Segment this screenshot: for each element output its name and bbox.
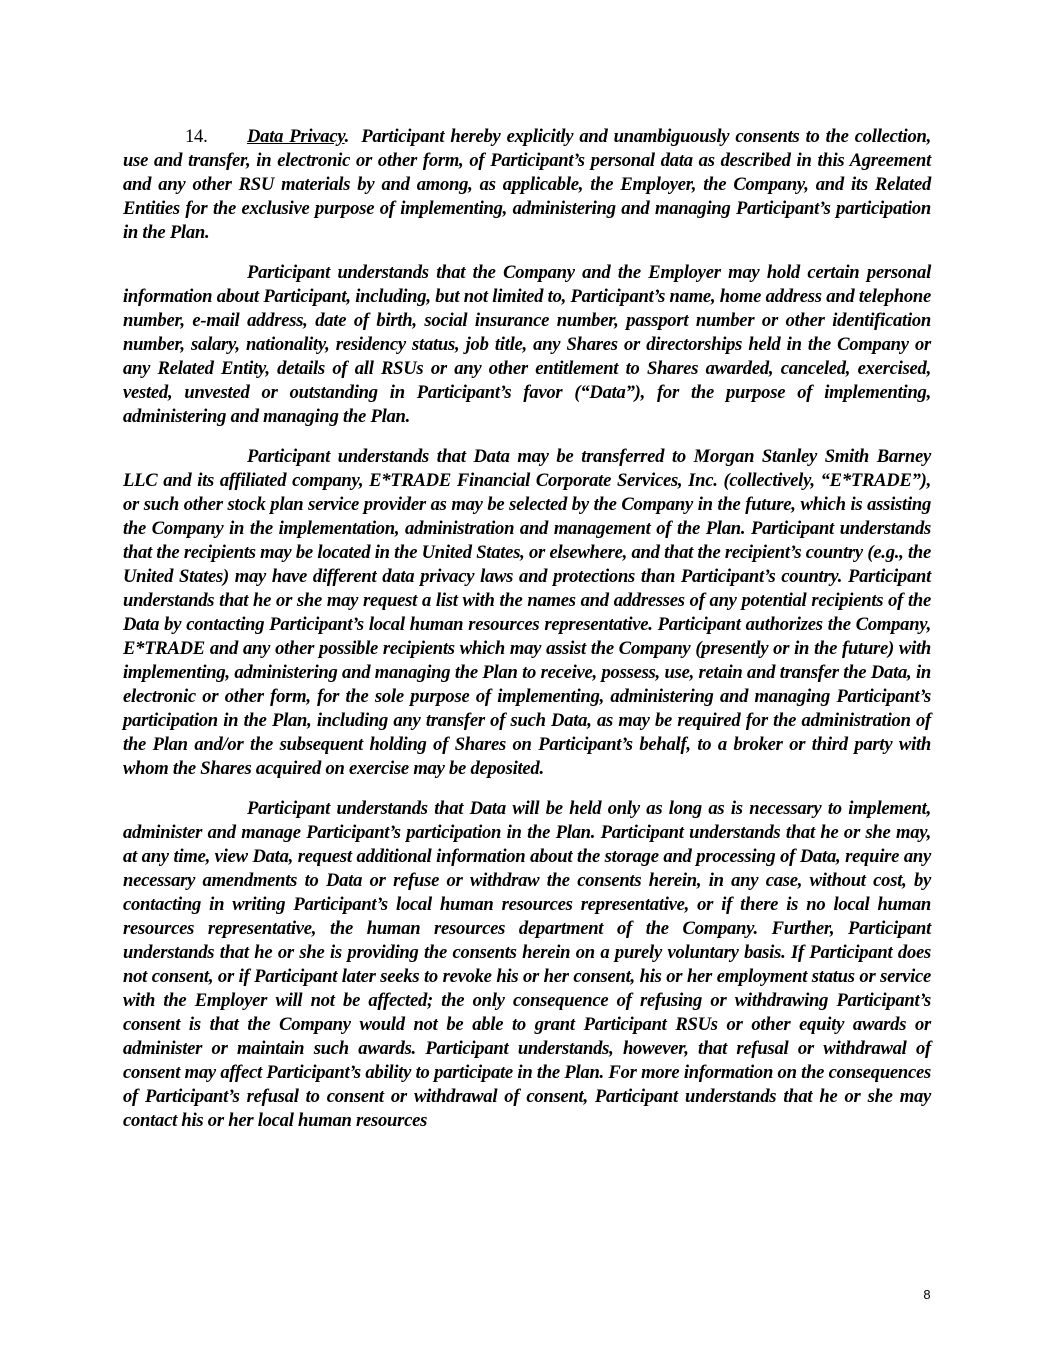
section-intro: Participant hereby explicitly and unambiguously consents to the collection, use and transfer, in electronic or other form, of Participant’s personal data as described in this Agreement and any other RSU materials by and among, as applicable, the Employer, the Company, and its Related Entities for the exclusive purpose of implementing, administering and managing Participant’s participation in the Plan.	[123, 126, 931, 243]
body-paragraph: Participant understands that Data may be transferred to Morgan Stanley Smith Barney LLC and its affiliated company, E*TRADE Financial Corporate Services, Inc. (collectively, “E*TRADE”), or such other stock plan service provider as may be selected by the Company in the future, which is assisting the Company in the implementation, administration and management of the Plan. Participant understands that the recipients may be located in the United States, or elsewhere, and that the recipient’s country (e.g., the United States) may have different data privacy laws and protections than Participant’s country. Participant understands that he or she may request a list with the names and addresses of any potential recipients of the Data by contacting Participant’s local human resources representative. Participant authorizes the Company, E*TRADE and any other possible recipients which may assist the Company (presently or in the future) with implementing, administering and managing the Plan to receive, possess, use, retain and transfer the Data, in electronic or other form, for the sole purpose of implementing, administering and managing Participant’s participation in the Plan, including any transfer of such Data, as may be required for the administration of the Plan and/or the subsequent holding of Shares on Participant’s behalf, to a broker or third party with whom the Shares acquired on exercise may be deposited.	[123, 446, 931, 779]
document-body	[123, 125, 931, 1149]
body-paragraph: Participant understands that the Company and the Employer may hold certain personal information about Participant, including, but not limited to, Participant’s name, home address and telephone number, e-mail address, date of birth, social insurance number, passport number or other identification number, salary, nationality, residency status, job title, any Shares or directorships held in the Company or any Related Entity, details of all RSUs or any other entitlement to Shares awarded, canceled, exercised, vested, unvested or outstanding in Participant’s favor (“Data”), for the purpose of implementing, administering and managing the Plan.	[123, 262, 931, 427]
body-paragraph: Participant understands that Data will be held only as long as is necessary to implement, administer and manage Participant’s participation in the Plan. Participant understands that he or she may, at any time, view Data, request additional information about the storage and processing of Data, require any necessary amendments to Data or refuse or withdraw the consents herein, in any case, without cost, by contacting in writing Participant’s local human resources representative, or if there is no local human resources representative, the human resources department of the Company. Further, Participant understands that he or she is providing the consents herein on a purely voluntary basis. If Participant does not consent, or if Participant later seeks to revoke his or her consent, his or her employment status or service with the Employer will not be affected; the only consequence of refusing or withdrawing Participant’s consent is that the Company would not be able to grant Participant RSUs or other equity awards or administer or maintain such awards. Participant understands, however, that refusal or withdrawal of consent may affect Participant’s ability to participate in the Plan. For more information on the consequences of Participant’s refusal to consent or withdrawal of consent, Participant understands that he or she may contact his or her local human resources	[123, 798, 931, 1131]
section-title-punct: .	[344, 126, 350, 147]
page-number: 8	[923, 1287, 931, 1302]
section-number: 14.	[185, 126, 208, 147]
section-title: Data Privacy	[247, 126, 345, 147]
section-14-paragraph	[123, 125, 931, 245]
